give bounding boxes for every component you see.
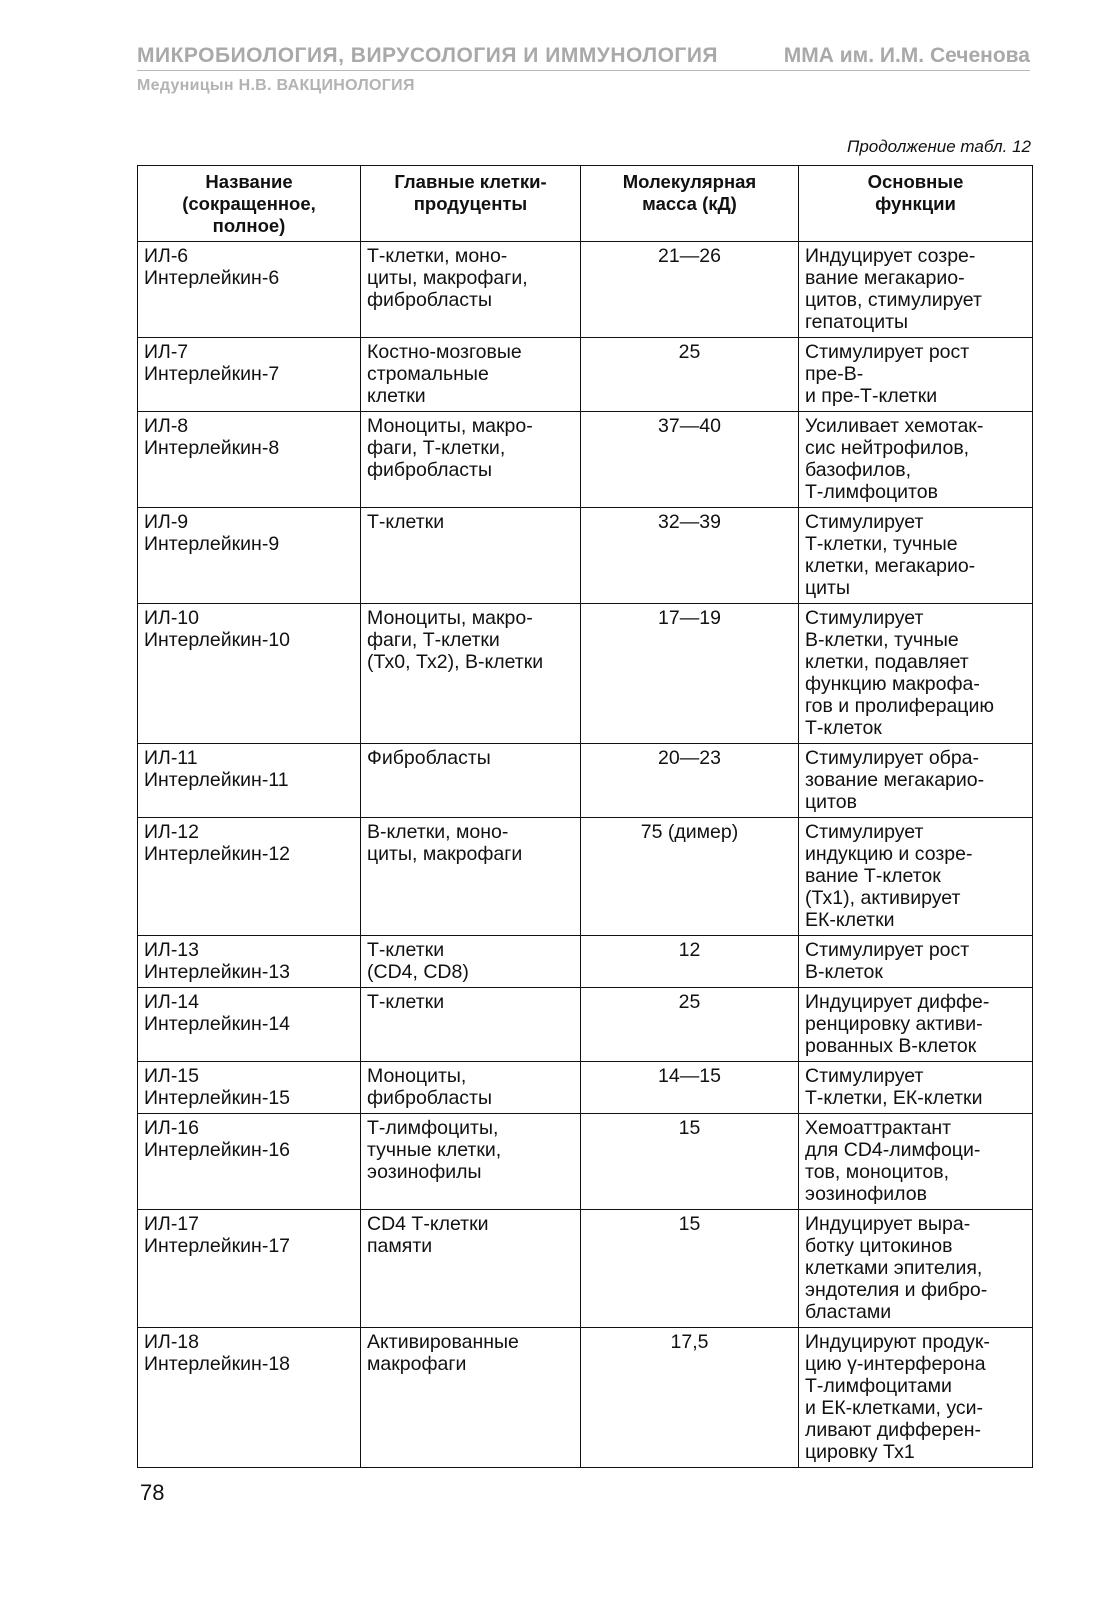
table-row — [138, 604, 1033, 744]
cell-name: ИЛ-17 Интерлейкин-17 — [138, 1210, 361, 1328]
table-row — [138, 242, 1033, 338]
cell-mass: 15 — [581, 1210, 799, 1328]
cell-name: ИЛ-18 Интерлейкин-18 — [138, 1328, 361, 1468]
cell-name: ИЛ-8 Интерлейкин-8 — [138, 412, 361, 508]
cell-producers: Моноциты, фибробласты — [361, 1062, 581, 1114]
cell-mass: 17—19 — [581, 604, 799, 744]
cell-producers: Т-клетки — [361, 508, 581, 604]
cell-name: ИЛ-6 Интерлейкин-6 — [138, 242, 361, 338]
author-book-title: Медуницын Н.В. ВАКЦИНОЛОГИЯ — [137, 77, 415, 94]
cell-name: ИЛ-7 Интерлейкин-7 — [138, 338, 361, 412]
cell-producers: Т-клетки — [361, 988, 581, 1062]
column-header-functions: Основные функции — [799, 166, 1033, 242]
cell-functions: Индуцируют продук- цию γ-интерферона Т-лимфоцитами и ЕК-клетками, уси- ливают дифферен- цировку Тх1 — [799, 1328, 1033, 1468]
column-header-name: Название (сокращенное, полное) — [138, 166, 361, 242]
cell-mass: 37—40 — [581, 412, 799, 508]
cell-functions: Стимулирует Т-клетки, ЕК-клетки — [799, 1062, 1033, 1114]
cell-producers: Моноциты, макро- фаги, Т-клетки (Тх0, Тх2), В-клетки — [361, 604, 581, 744]
cell-functions: Индуцирует созре- вание мегакарио- цитов, стимулирует гепатоциты — [799, 242, 1033, 338]
institution-name: ММА им. И.М. Сеченова — [783, 44, 1030, 67]
cell-producers: Моноциты, макро- фаги, Т-клетки, фибробласты — [361, 412, 581, 508]
cell-name: ИЛ-13 Интерлейкин-13 — [138, 936, 361, 988]
cell-producers: Активированные макрофаги — [361, 1328, 581, 1468]
cell-functions: Стимулирует Т-клетки, тучные клетки, мегакарио- циты — [799, 508, 1033, 604]
cell-producers: Т-клетки, моно- циты, макрофаги, фибробласты — [361, 242, 581, 338]
table-row — [138, 744, 1033, 818]
cell-mass: 25 — [581, 988, 799, 1062]
table-body — [138, 242, 1033, 1468]
table-row — [138, 1210, 1033, 1328]
cytokine-table — [137, 165, 1033, 1468]
table-row — [138, 936, 1033, 988]
cell-producers: Т-лимфоциты, тучные клетки, эозинофилы — [361, 1114, 581, 1210]
page-number: 78 — [140, 1480, 165, 1505]
cell-name: ИЛ-11 Интерлейкин-11 — [138, 744, 361, 818]
cell-name: ИЛ-12 Интерлейкин-12 — [138, 818, 361, 936]
cell-mass: 17,5 — [581, 1328, 799, 1468]
cell-producers: Костно-мозговые стромальные клетки — [361, 338, 581, 412]
cell-mass: 14—15 — [581, 1062, 799, 1114]
cell-functions: Индуцирует выра- ботку цитокинов клетками эпителия, эндотелия и фибро- бластами — [799, 1210, 1033, 1328]
cell-producers: Т-клетки (CD4, CD8) — [361, 936, 581, 988]
table-row — [138, 988, 1033, 1062]
header-row — [138, 166, 1033, 242]
cell-functions: Стимулирует рост пре-В- и пре-Т-клетки — [799, 338, 1033, 412]
table-caption: Продолжение табл. 12 — [847, 137, 1031, 156]
cell-functions: Стимулирует рост В-клеток — [799, 936, 1033, 988]
table-header — [138, 166, 1033, 242]
cell-functions: Усиливает хемотак- сис нейтрофилов, базофилов, Т-лимфоцитов — [799, 412, 1033, 508]
cell-mass: 32—39 — [581, 508, 799, 604]
table-row — [138, 1328, 1033, 1468]
cell-mass: 12 — [581, 936, 799, 988]
header-row — [137, 44, 1030, 71]
cell-name: ИЛ-10 Интерлейкин-10 — [138, 604, 361, 744]
cell-producers: Фибробласты — [361, 744, 581, 818]
table-row — [138, 1062, 1033, 1114]
cell-functions: Хемоаттрактант для CD4-лимфоци- тов, моноцитов, эозинофилов — [799, 1114, 1033, 1210]
cell-name: ИЛ-14 Интерлейкин-14 — [138, 988, 361, 1062]
table-row — [138, 338, 1033, 412]
table-row — [138, 818, 1033, 936]
column-header-producers: Главные клетки- продуценты — [361, 166, 581, 242]
cell-mass: 21—26 — [581, 242, 799, 338]
cell-mass: 75 (димер) — [581, 818, 799, 936]
running-header — [137, 44, 1030, 95]
cell-mass: 20—23 — [581, 744, 799, 818]
cell-name: ИЛ-16 Интерлейкин-16 — [138, 1114, 361, 1210]
cell-mass: 15 — [581, 1114, 799, 1210]
cell-name: ИЛ-15 Интерлейкин-15 — [138, 1062, 361, 1114]
table-row — [138, 1114, 1033, 1210]
column-header-mass: Молекулярная масса (кД) — [581, 166, 799, 242]
table-row — [138, 412, 1033, 508]
cell-mass: 25 — [581, 338, 799, 412]
cell-functions: Стимулирует В-клетки, тучные клетки, подавляет функцию макрофа- гов и пролиферацию Т-клеток — [799, 604, 1033, 744]
book-series-title: МИКРОБИОЛОГИЯ, ВИРУСОЛОГИЯ И ИММУНОЛОГИЯ — [137, 44, 719, 67]
cell-functions: Стимулирует обра- зование мегакарио- цитов — [799, 744, 1033, 818]
cell-producers: В-клетки, моно- циты, макрофаги — [361, 818, 581, 936]
table-row — [138, 508, 1033, 604]
cell-functions: Индуцирует диффе- ренцировку активи- рованных В-клеток — [799, 988, 1033, 1062]
cell-name: ИЛ-9 Интерлейкин-9 — [138, 508, 361, 604]
cell-producers: CD4 Т-клетки памяти — [361, 1210, 581, 1328]
cell-functions: Стимулирует индукцию и созре- вание Т-клеток (Тх1), активирует ЕК-клетки — [799, 818, 1033, 936]
